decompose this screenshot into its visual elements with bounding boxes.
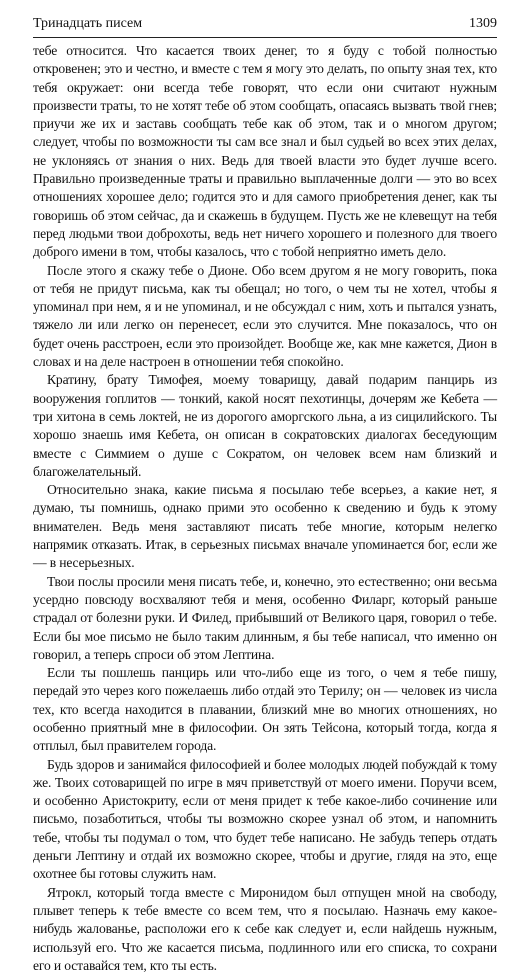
running-title: Тринадцать писем	[33, 16, 143, 31]
paragraph: Ятрокл, который тогда вместе с Миронидом был отпущен мной на свободу, плывет теперь к тебе вместе со всем тем, что я посылаю. Назначь ему какое-нибудь жалованье, расположи его к себе как следует и, если найдешь нужным, используй его. Что же касается письма, подлинного или его списка, то сохрани его и оставайся тем, кто ты есть.	[33, 884, 497, 973]
body-text	[33, 42, 497, 975]
paragraph: Если ты пошлешь панцирь или что-либо еще из того, о чем я тебе пишу, передай это через кого пожелаешь либо отдай это Терилу; он — человек из числа тех, кто всегда находится в плавании, близкий мне во многих отношениях, но особенно приятный мне в философии. Он зять Тейсона, который тогда, когда я отплыл, был правителем города.	[33, 665, 497, 754]
header-rule	[33, 37, 497, 38]
paragraph: После этого я скажу тебе о Дионе. Обо всем другом я не могу говорить, пока от тебя не придут письма, как ты обещал; но того, о чем ты не хотел, чтобы я упоминал при нем, я и не упоминал, и не обсуждал с ним, хоть и пытался узнать, тяжело ли или легко он перенесет, если это случится. Мне показалось, что он будет очень расстроен, если это произойдет. Вообще же, как мне кажется, Дион в словах и на деле настроен в отношении тебя спокойно.	[33, 262, 497, 370]
paragraph: Относительно знака, какие письма я посылаю тебе всерьез, а какие нет, я думаю, ты помнишь, однако прими это особенно к сведению и будь к этому внимателен. Ведь меня заставляют писать тебе многие, которым нелегко напрямик отказать. Итак, в серьезных письмах вначале упоминается бог, если же — в несерьезных.	[33, 482, 497, 571]
paragraph: тебе относится. Что касается твоих денег, то я буду с тобой полностью откровенен; это и честно, и вместе с тем я могу это делать, по опыту зная тех, кто тебя окружает: они всегда тебе говорят, что если они считают нужным произвести траты, то не хотят тебе об этом сообщать, опасаясь вызвать твой гнев; приучи же их и заставь сообщать тебе как об этом, так и о многом другом; следует, чтобы по возможности ты сам все знал и был судьей во всех этих делах, не уклоняясь от знания о них. Ведь для твоей власти это будет лучше всего. Правильно произведенные траты и правильно выплаченные долги — это во всех отношениях хорошее дело; годится это и для самого приобретения денег, как ты говоришь об этом сейчас, да и скажешь в будущем. Пусть же не клевещут на тебя перед людьми твои доброхоты, ведь нет ничего хорошего и полезного для твоего доброго имени в том, чтобы казалось, что с тобой неприятно иметь дело.	[33, 43, 497, 260]
paragraph: Твои послы просили меня писать тебе, и, конечно, это естественно; они весьма усердно повсюду восхваляют тебя и меня, особенно Филарг, который раньше страдал от болезни руки. И Филед, прибывший от Великого царя, говорил о тебе. Если бы мое письмо не было таким длинным, я бы тебе написал, что именно он говорил, а теперь спроси об этом Лептина.	[33, 573, 497, 662]
paragraph: Кратину, брату Тимофея, моему товарищу, давай подарим панцирь из вооружения гоплитов — тонкий, какой носят пехотинцы, дочерям же Кебета — три хитона в семь локтей, не из дорогого аморгского льна, а из сицилийского. Ты хорошо знаешь имя Кебета, он описан в сократовских диалогах беседующим вместе с Симмием о душе с Сократом, он человек всем нам близкий и благожелательный.	[33, 372, 497, 479]
paragraph: Будь здоров и занимайся философией и более молодых людей побуждай к тому же. Твоих сотоварищей по игре в мяч приветствуй от моего имени. Поручи всем, и особенно Аристокриту, если от меня придет к тебе какое-либо сочинение или письмо, позаботиться, чтобы ты возможно скорее узнал об этом, и напомнить тебе, чтобы ты подумал о том, что будет тебе написано. Не забудь теперь отдать деньги Лептину и отдай их возможно скорее, чтобы и другие, глядя на это, еще охотнее бы готовы служить нам.	[33, 756, 497, 882]
page-number: 1309	[469, 16, 497, 31]
running-header	[33, 16, 497, 34]
